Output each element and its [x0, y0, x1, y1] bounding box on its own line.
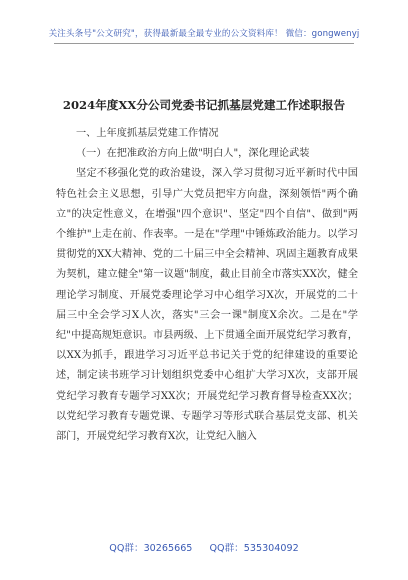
subsection-heading: （一）在把准政治方向上做"明白人"，深化理论武装 [76, 148, 310, 160]
footer-contacts [0, 540, 408, 554]
header-divider [54, 43, 354, 44]
body-paragraph: 坚定不移强化党的政治建设，深入学习贯彻习近平新时代中国特色社会主义思想，引导广大党员把牢方向盘，深刻领悟"两个确立"的决定性意义，在增强"四个意识"、坚定"四个自信"、做到"两个维护"上走在前、作表率。一是在"学理"中锤炼政治能力。以学习贯彻党的XX大精神、党的二十届三中全会精神、巩固主题教育成果为契机，建立健全"第一议题"制度，截止目前全市落实XX次，健全理论学习制度、开展党委理论学习中心组学习X次，开展党的二十届三中全会学习X人次，落实"三会一课"制度X余次。二是在"学纪"中提高规矩意识。市县两级、上下贯通全面开展党纪学习教育，以XX为抓手，跟进学习习近平总书记关于党的纪律建设的重要论述，制定读书班学习计划组织党委中心组扩大学习X次，支部开展党纪学习教育专题学习XX次；开展党纪学习教育督导检查XX次；以党纪学习教育专题党课、专题学习等形式联合基层党支部、机关部门，开展党纪学习教育X次，让党纪入脑入 [56, 168, 358, 443]
footer-qq-group-1: QQ群：30265665 [109, 543, 193, 554]
document-title: 2024年度XX分公司党委书记抓基层党建工作述职报告 [62, 98, 346, 112]
footer-qq-group-2: QQ群：535304092 [209, 543, 299, 554]
section-heading: 一、上年度抓基层党建工作情况 [76, 128, 219, 139]
header-note: 关注头条号"公文研究"，获得最新最全最专业的公文资料库！ 微信：gongwenyj [48, 29, 360, 39]
document-body [56, 120, 358, 447]
